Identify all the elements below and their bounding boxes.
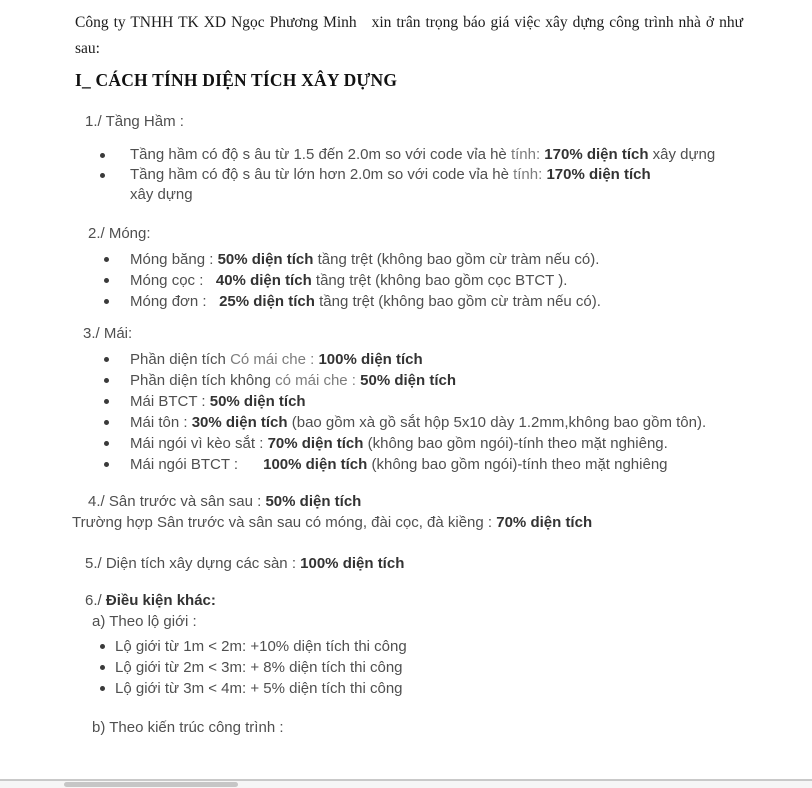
scrollbar-thumb[interactable] bbox=[64, 782, 238, 787]
text-run: Tầng hầm có độ s âu từ lớn hơn 2.0m so với code vỉa hè bbox=[130, 166, 514, 183]
bullet-item bbox=[75, 349, 742, 370]
text-run: có mái che : bbox=[275, 372, 361, 389]
percentage-value: 170% diện tích bbox=[546, 166, 651, 183]
section-6-list bbox=[75, 636, 742, 699]
text-run: 4./ Sân trước và sân sau : bbox=[88, 493, 266, 510]
percentage-value: 50% diện tích bbox=[265, 493, 362, 510]
text-run: Tầng hầm có độ s âu từ 1.5 đến 2.0m so với code vỉa hè bbox=[130, 146, 511, 163]
text-run: Mái ngói BTCT : bbox=[130, 456, 264, 473]
percentage-value: 40% diện tích bbox=[215, 272, 312, 289]
section-1-heading: 1./ Tầng Hầm : bbox=[85, 113, 184, 130]
bullet-item bbox=[75, 412, 742, 433]
text-run: Móng đơn : bbox=[130, 293, 220, 310]
text-run: xây dựng bbox=[130, 186, 193, 203]
text-run: tầng trệt (không bao gồm cừ tràm nếu có). bbox=[314, 293, 601, 310]
text-run: tính: bbox=[510, 146, 545, 163]
percentage-value: 170% diện tích bbox=[544, 146, 649, 163]
text-run: Phần diện tích bbox=[130, 351, 231, 368]
bullet-item bbox=[75, 454, 742, 475]
text-run: Mái BTCT : bbox=[130, 393, 210, 410]
section-4-note bbox=[72, 512, 742, 533]
bullet-item: Lộ giới từ 1m < 2m: +10% diện tích thi công bbox=[75, 636, 742, 657]
bullet-item bbox=[75, 145, 742, 165]
section-4-heading bbox=[88, 491, 742, 512]
text-run: Trường hợp Sân trước và sân sau có móng, đài cọc, đà kiềng : bbox=[72, 514, 497, 531]
bullet-item: Lộ giới từ 3m < 4m: + 5% diện tích thi công bbox=[75, 678, 742, 699]
section-5-heading bbox=[85, 553, 742, 574]
section-6b-subheading: b) Theo kiến trúc công trình : bbox=[92, 719, 284, 736]
bullet-item: Lộ giới từ 2m < 3m: + 8% diện tích thi công bbox=[75, 657, 742, 678]
intro-paragraph: Công ty TNHH TK XD Ngọc Phương Minh xin trân trọng báo giá việc xây dựng công trình nhà ở như sau: bbox=[75, 14, 743, 57]
percentage-value: 70% diện tích bbox=[267, 435, 364, 452]
text-run: 6./ bbox=[85, 592, 106, 609]
text-run: Mái tôn : bbox=[130, 414, 192, 431]
section-1-list bbox=[75, 145, 742, 205]
section-2-heading: 2./ Móng: bbox=[88, 225, 151, 242]
text-run: tính: bbox=[513, 166, 547, 183]
bullet-item bbox=[75, 433, 742, 454]
section-3-list bbox=[75, 349, 742, 475]
percentage-value: 50% diện tích bbox=[360, 372, 457, 389]
text-run: (không bao gồm ngói)-tính theo mặt nghiêng bbox=[367, 456, 668, 473]
percentage-value: 70% diện tích bbox=[496, 514, 593, 531]
main-heading: I_ CÁCH TÍNH DIỆN TÍCH XÂY DỰNG bbox=[75, 70, 398, 90]
text-run: (không bao gồm ngói)-tính theo mặt nghiêng. bbox=[363, 435, 668, 452]
text-run: xây dựng bbox=[648, 146, 716, 163]
percentage-value: 50% diện tích bbox=[209, 393, 306, 410]
text-run: Điều kiện khác: bbox=[105, 592, 216, 609]
bullet-item bbox=[75, 391, 742, 412]
section-2-list bbox=[75, 249, 742, 312]
text-run: Có mái che : bbox=[230, 351, 319, 368]
section-6a-subheading: a) Theo lộ giới : bbox=[92, 613, 197, 630]
percentage-value: 100% diện tích bbox=[318, 351, 423, 368]
percentage-value: 100% diện tích bbox=[263, 456, 368, 473]
horizontal-scrollbar[interactable] bbox=[0, 779, 812, 788]
section-6-heading bbox=[85, 590, 742, 611]
text-run: Móng băng : bbox=[130, 251, 218, 268]
percentage-value: 100% diện tích bbox=[300, 555, 405, 572]
text-run: tầng trệt (không bao gồm cừ tràm nếu có). bbox=[313, 251, 600, 268]
text-run: Móng cọc : bbox=[130, 272, 216, 289]
percentage-value: 30% diện tích bbox=[191, 414, 288, 431]
bullet-item bbox=[75, 165, 667, 205]
section-3-heading: 3./ Mái: bbox=[83, 325, 133, 342]
text-run: Phần diện tích không bbox=[130, 372, 276, 389]
percentage-value: 25% diện tích bbox=[219, 293, 315, 310]
percentage-value: 50% diện tích bbox=[217, 251, 314, 268]
bullet-item bbox=[75, 249, 742, 270]
bullet-item bbox=[75, 291, 742, 312]
text-run: 5./ Diện tích xây dựng các sàn : bbox=[85, 555, 301, 572]
text-run: tầng trệt (không bao gồm cọc BTCT ). bbox=[311, 272, 568, 289]
bullet-item bbox=[75, 270, 742, 291]
text-run: (bao gồm xà gồ sắt hộp 5x10 dày 1.2mm,không bao gồm tôn). bbox=[287, 414, 707, 431]
bullet-item bbox=[75, 370, 742, 391]
text-run: Mái ngói vì kèo sắt : bbox=[130, 435, 268, 452]
